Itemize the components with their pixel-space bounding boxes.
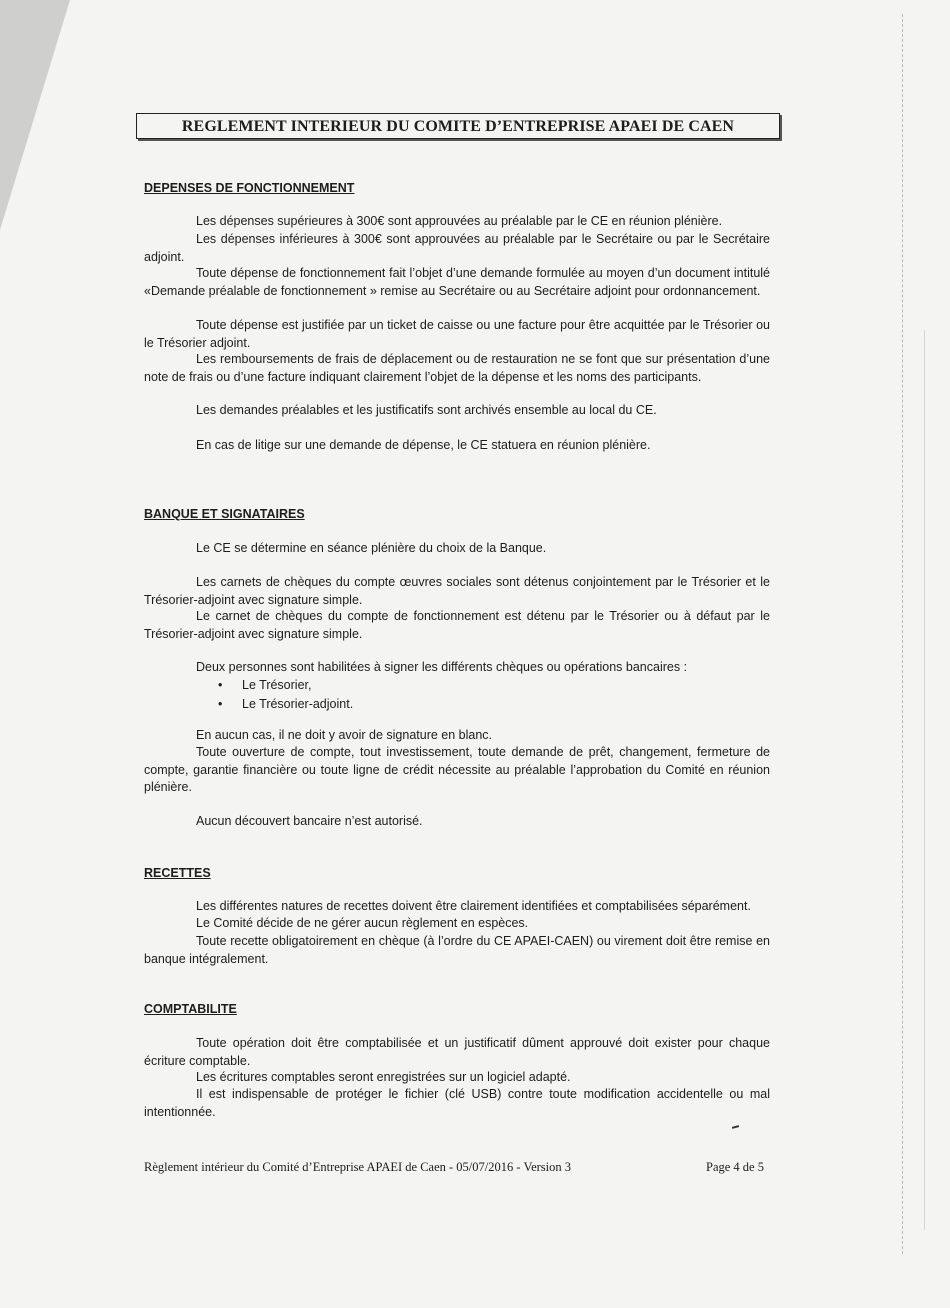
paragraph: Les écritures comptables seront enregistrées sur un logiciel adapté. [196,1070,571,1084]
paragraph: En cas de litige sur une demande de dépense, le CE statuera en réunion plénière. [196,438,651,452]
section-heading-depenses: DEPENSES DE FONCTIONNEMENT [144,181,355,195]
paragraph: Les carnets de chèques du compte œuvres sociales sont détenus conjointement par le Trésorier et le Trésorier-adjoint avec signature simple. [144,575,770,607]
paragraph: Toute dépense est justifiée par un ticket de caisse ou une facture pour être acquittée par le Trésorier ou le Trésorier adjoint. [144,318,770,350]
paragraph: Le Comité décide de ne gérer aucun règlement en espèces. [196,916,529,930]
paragraph: Toute ouverture de compte, tout investissement, toute demande de prêt, changement, fermeture de compte, garantie financière ou toute ligne de crédit nécessite au préalable l’approbation du Comité en réunion plénière. [144,745,770,794]
paragraph: Les demandes préalables et les justificatifs sont archivés ensemble au local du CE. [196,403,657,417]
scan-edge-line [902,14,903,1254]
paragraph: Il est indispensable de protéger le fichier (clé USB) contre toute modification accidentelle ou mal intentionnée. [144,1087,770,1119]
page-number: Page 4 de 5 [706,1160,764,1174]
paragraph: Les différentes natures de recettes doivent être clairement identifiées et comptabilisées séparément. [196,899,751,913]
signataires-list [216,676,353,714]
section-heading-comptabilite: COMPTABILITE [144,1002,237,1016]
paragraph: En aucun cas, il ne doit y avoir de signature en blanc. [196,728,493,742]
section-heading-banque: BANQUE ET SIGNATAIRES [144,507,305,521]
list-item: • Le Trésorier-adjoint. [216,695,353,714]
paragraph: Toute recette obligatoirement en chèque (à l’ordre du CE APAEI-CAEN) ou virement doit être remise en banque intégralement. [144,934,770,966]
paragraph: Les remboursements de frais de déplacement ou de restauration ne se font que sur présentation d’une note de frais ou d’une facture indiquant clairement l’objet de la dépense et les noms des participants. [144,352,770,384]
paragraph: Deux personnes sont habilitées à signer les différents chèques ou opérations bancaires : [196,660,688,674]
pen-mark [732,1125,739,1129]
folded-corner-artifact [0,0,70,230]
paragraph: Toute dépense de fonctionnement fait l’objet d’une demande formulée au moyen d’un document intitulé «Demande préalable de fonctionnement » remise au Secrétaire ou au Secrétaire adjoint pour ordonnancement. [144,266,770,298]
paragraph: Le CE se détermine en séance plénière du choix de la Banque. [196,541,547,555]
page-title: REGLEMENT INTERIEUR DU COMITE D’ENTREPRISE APAEI DE CAEN [136,113,780,139]
paragraph: Toute opération doit être comptabilisée et un justificatif dûment approuvé doit exister pour chaque écriture comptable. [144,1036,770,1068]
section-heading-recettes: RECETTES [144,866,211,880]
paragraph: Le carnet de chèques du compte de fonctionnement est détenu par le Trésorier ou à défaut par le Trésorier-adjoint avec signature simple. [144,609,770,641]
paragraph: Les dépenses supérieures à 300€ sont approuvées au préalable par le CE en réunion plénière. [196,214,723,228]
list-item: • Le Trésorier, [216,676,353,695]
footer-text: Règlement intérieur du Comité d’Entreprise APAEI de Caen - 05/07/2016 - Version 3 [144,1160,572,1174]
paragraph: Aucun découvert bancaire n’est autorisé. [196,814,423,828]
paragraph: Les dépenses inférieures à 300€ sont approuvées au préalable par le Secrétaire ou par le Secrétaire adjoint. [144,232,770,264]
scan-edge-line [924,330,925,1230]
